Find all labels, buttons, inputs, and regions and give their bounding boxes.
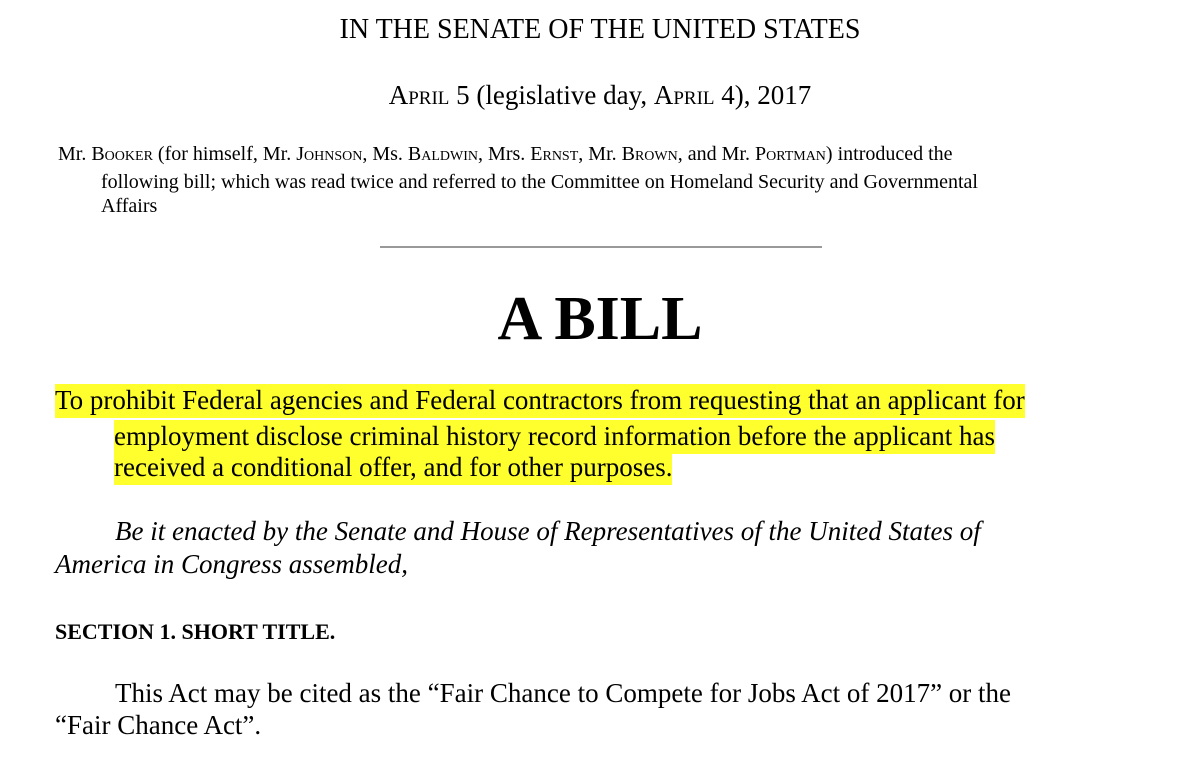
committee-line: Affairs (101, 195, 158, 217)
sponsor-text: , Mr. (578, 143, 622, 165)
date-text-2: 4), 2017 (714, 80, 812, 110)
sponsor-name: Brown (621, 143, 678, 165)
sponsor-text: Mr. (58, 143, 92, 165)
sponsor-name: Johnson (296, 143, 363, 165)
section-text-line: This Act may be cited as the “Fair Chance to Compete for Jobs Act of 2017” or the (115, 678, 1012, 708)
sponsor-name: Portman (754, 143, 826, 165)
sponsor-text: , Ms. (362, 143, 408, 165)
referral-line: following bill; which was read twice and referred to the Committee on Homeland Security and Governmental (101, 171, 978, 193)
enacting-clause-line: Be it enacted by the Senate and House of Representatives of the United States of (115, 516, 981, 546)
highlighted-text: employment disclose criminal history record information before the applicant has (114, 420, 995, 454)
sponsor-name: Booker (91, 143, 153, 165)
purpose-line (114, 423, 995, 450)
chamber-heading: IN THE SENATE OF THE UNITED STATES (339, 14, 861, 45)
date-text-1: 5 (legislative day, (449, 80, 654, 110)
bill-title: A BILL (497, 285, 703, 353)
date-month-2: April (653, 80, 715, 110)
sponsor-text: (for himself, Mr. (152, 143, 297, 165)
sponsor-text: , and Mr. (677, 143, 755, 165)
sponsor-name: Ernst (530, 143, 579, 165)
highlighted-text: To prohibit Federal agencies and Federal contractors from requesting that an applicant for (55, 384, 1025, 418)
sponsor-name: Baldwin (407, 143, 479, 165)
purpose-line (114, 454, 672, 481)
section-heading: SECTION 1. SHORT TITLE. (55, 619, 336, 644)
sponsors-line (58, 144, 953, 164)
sponsor-text: , Mrs. (478, 143, 531, 165)
divider-rule (380, 246, 822, 248)
bill-date (0, 82, 1200, 109)
enacting-clause-line: America in Congress assembled, (55, 549, 408, 579)
date-month-1: April (388, 80, 450, 110)
highlighted-text: received a conditional offer, and for other purposes. (114, 451, 672, 485)
sponsor-text: ) introduced the (825, 143, 953, 165)
section-text-line: “Fair Chance Act”. (55, 710, 262, 740)
purpose-line (55, 387, 1025, 414)
